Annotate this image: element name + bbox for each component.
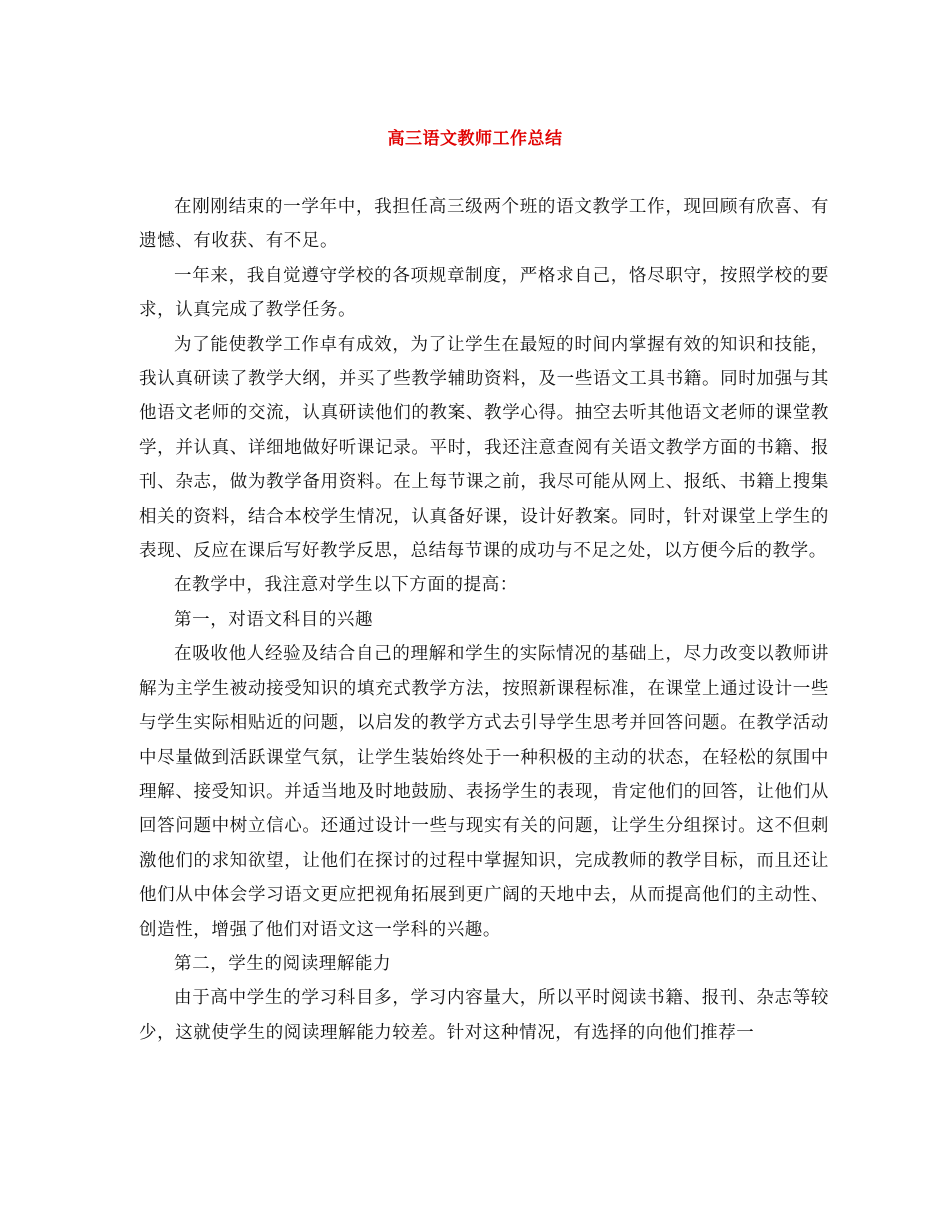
paragraph-intro: 在刚刚结束的一学年中，我担任高三级两个班的语文教学工作，现回顾有欣喜、有遗憾、有收获、有不足。 bbox=[139, 197, 829, 252]
paragraph-focus: 在教学中，我注意对学生以下方面的提高： bbox=[174, 575, 518, 596]
document-body bbox=[139, 190, 829, 1050]
section-heading-interest: 第一，对语文科目的兴趣 bbox=[174, 609, 374, 630]
paragraph-interest: 在吸收他人经验及结合自己的理解和学生的实际情况的基础上，尽力改变以教师讲解为主学生被动接受知识的填充式教学方法，按照新课程标准，在课堂上通过设计一些与学生实际相贴近的问题，以启发的教学方式去引导学生思考并回答问题。在教学活动中尽量做到活跃课堂气氛，让学生装始终处于一种积极的主动的状态，在轻松的氛围中理解、接受知识。并适当地及时地鼓励、表扬学生的表现，肯定他们的回答，让他们从回答问题中树立信心。还通过设计一些与现实有关的问题，让学生分组探讨。这不但刺激他们的求知欲望，让他们在探讨的过程中掌握知识，完成教师的教学目标，而且还让他们从中体会学习语文更应把视角拓展到更广阔的天地中去，从而提高他们的主动性、创造性，增强了他们对语文这一学科的兴趣。 bbox=[139, 644, 829, 940]
section-heading-reading: 第二，学生的阅读理解能力 bbox=[174, 953, 392, 974]
paragraph-preparation: 为了能使教学工作卓有成效，为了让学生在最短的时间内掌握有效的知识和技能，我认真研读了教学大纲，并买了些教学辅助资料，及一些语文工具书籍。同时加强与其他语文老师的交流，认真研读他们的教案、教学心得。抽空去听其他语文老师的课堂教学，并认真、详细地做好听课记录。平时，我还注意查阅有关语文教学方面的书籍、报刊、杂志，做为教学备用资料。在上每节课之前，我尽可能从网上、报纸、书籍上搜集相关的资料，结合本校学生情况，认真备好课，设计好教案。同时，针对课堂上学生的表现、反应在课后写好教学反思，总结每节课的成功与不足之处，以方便今后的教学。 bbox=[139, 334, 829, 562]
paragraph-discipline: 一年来，我自觉遵守学校的各项规章制度，严格求自己，恪尽职守，按照学校的要求，认真完成了教学任务。 bbox=[139, 265, 829, 321]
page-title: 高三语文教师工作总结 bbox=[387, 129, 563, 149]
paragraph-reading: 由于高中学生的学习科目多，学习内容量大，所以平时阅读书籍、报刊、杂志等较少，这就使学生的阅读理解能力较差。针对这种情况，有选择的向他们推荐一 bbox=[139, 988, 829, 1043]
